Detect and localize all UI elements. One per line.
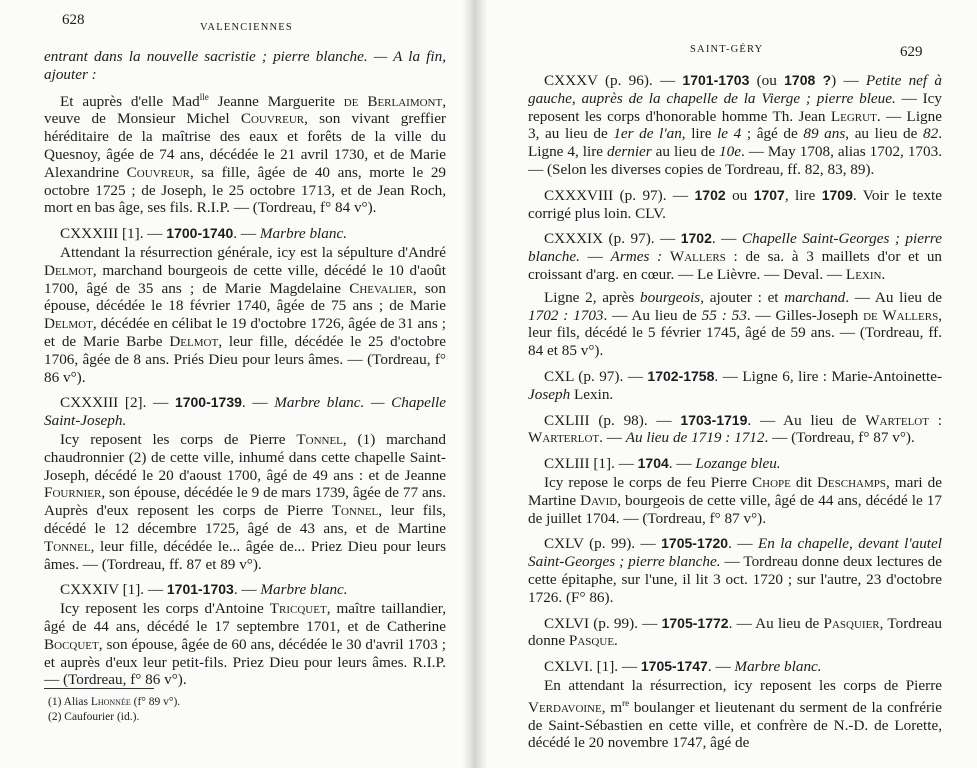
entry-heading-cxxxiii-1: CXXXIII [1]. — 1700-1740. — Marbre blanc. <box>60 225 348 243</box>
entry-cxlv: CXLV (p. 99). — 1705-1720. — En la chapelle, devant l'autel Saint-Georges ; pierre blanche. — Tordreau donne deux lectures de cette épitaphe, sur l'une, il lit 3 oct. 1720 ; sur l'autre, 23 d'octobre 1726. (F° 86). <box>528 535 942 606</box>
entry-heading-cxxxiii-2: CXXXIII [2]. — 1700-1739. — Marbre blanc. — Chapelle Saint-Joseph. <box>44 394 447 430</box>
entry-body-cxxxiii-2: Icy reposent les corps de Pierre Tonnel, (1) marchand chaudronnier (2) de cette ville, inhumé dans cette chapelle Saint-Joseph, décédé le 20 d'aoust 1700, âgé de 49 ans : et de Jeanne Fournier, son épouse, décédée le 9 de mars 1739, âgée de 77 ans. Auprès d'eux reposent les corps de Pierre Tonnel, leur fils, décédé le 12 décembre 1725, âgé de 43 ans, et de Martine Tonnel, leur fille, décédée le... âgée de... Priez Dieu pour leurs âmes. — (Tordreau, ff. 87 et 89 v°). <box>44 431 446 573</box>
entry-body-cxxxiv-1: Icy reposent les corps d'Antoine Tricquet, maître taillandier, âgé de 44 ans, décédé le 17 septembre 1701, et de Catherine Bocquet, son épouse, âgée de 60 ans, décédée le 30 d'avril 1703 ; et auprès d'eux leur petit-fils. Priez Dieu pour leurs âmes. R.I.P. — (Tordreau, f° 86 v°). <box>44 600 446 689</box>
entry-cxxxviii: CXXXVIII (p. 97). — 1702 ou 1707, lire 1709. Voir le texte corrigé plus loin. CLV. <box>528 186 942 222</box>
running-head-left: VALENCIENNES <box>200 22 293 33</box>
entry-body-cxlvi-1: En attendant la résurrection, icy reposent les corps de Pierre Verdavoine, $m^{re}$ boulanger et lieutenant du serment de la confrérie de Saint-Sébastien en cette ville, et confrère de N.-D. de Lorette, décédé le 20 novembre 1747, âgé de <box>528 676 942 752</box>
footnote-rule <box>44 688 154 689</box>
entry-cxxxix-corrections: Ligne 2, après bourgeois, ajouter : et marchand. — Au lieu de 1702 : 1703. — Au lieu de 55 : 53. — Gilles-Joseph de Wallers, leur fils, décédé le 5 février 1745, âgé de 59 ans. — (Tordreau, ff. 84 et 85 v°). <box>528 288 942 360</box>
epitaph-berlaimont: Et auprès d'elle Mad$^{lle}$ Jeanne Marguerite de Berlaimont, veuve de Monsieur Michel Couvreur, son vivant greffier héréditaire de la maîtrise des eaux et forêts de la ville du Quesnoy, âgée de 74 ans, décédée le 21 avril 1730, et de Marie Alexandrine Couvreur, sa fille, âgée de 40 ans, morte le 29 octobre 1725 ; de Joseph, le 25 octobre 1713, et de Jean Roch, mort en bas âge, ses fils. R.I.P. — (Tordreau, f° 84 v°). <box>44 91 447 217</box>
entry-cxxxv: CXXXV (p. 96). — 1701-1703 (ou 1708 ?) — Petite nef à gauche, auprès de la chapelle de la Vierge ; pierre bleue. — Icy reposent les corps d'honorable homme Th. Jean Legrut. — Ligne 3, au lieu de 1er de l'an, lire le 4 ; âgé de 89 ans, au lieu de 82. Ligne 4, lire dernier au lieu de 10e. — May 1708, alias 1702, 1703. — (Selon les diverses copies de Tordreau, ff. 82, 83, 89). <box>528 72 942 178</box>
entry-cxlvi: CXLVI (p. 99). — 1705-1772. — Au lieu de Pasquier, Tordreau donne Pasque. <box>528 614 943 650</box>
entry-body-cxliii-1: Icy repose le corps de feu Pierre Chope dit Deschamps, mari de Martine David, bourgeois de cette ville, âgé de 44 ans, décédé le 17 de juillet 1704. — (Tordreau, f° 87 v°). <box>528 473 942 527</box>
page-number-left: 628 <box>62 12 85 28</box>
entry-body-cxxxiii-1: Attendant la résurrection générale, icy est la sépulture d'André Delmot, marchand bourgeois de cette ville, décédé le 10 d'août 1700, âgé de 35 ans ; de Marie Magdelaine Chevalier, son épouse, décédée le 18 février 1740, âgée de 75 ans ; de Marie Delmot, décédée en célibat le 19 d'octobre 1726, âgée de 31 ans ; et de Marie Barbe Delmot, leur fille, décédée le 25 d'octobre 1706, âgée de 8 ans. Priés Dieu pour leurs âmes. — (Tordreau, f° 86 v°). <box>44 244 447 386</box>
running-head-right: SAINT-GÉRY <box>690 44 764 55</box>
footnote-2: (2) Caufourier (id.). <box>48 711 140 723</box>
footnote-1: (1) Alias Lhonnée (f° 89 v°). <box>48 696 181 708</box>
entry-cxl: CXL (p. 97). — 1702-1758. — Ligne 6, lire : Marie-Antoinette-Joseph Lexin. <box>528 367 942 403</box>
right-text-column <box>528 72 942 757</box>
entry-heading-cxlvi-1: CXLVI. [1]. — 1705-1747. — Marbre blanc. <box>544 658 822 676</box>
entry-cxliii: CXLIII (p. 98). — 1703-1719. — Au lieu de Wartelot : Warterlot. — Au lieu de 1719 : 1712. — (Tordreau, f° 87 v°). <box>528 411 942 447</box>
entry-heading-cxxxiv-1: CXXXIV [1]. — 1701-1703. — Marbre blanc. <box>60 581 348 599</box>
left-text-column <box>44 48 446 694</box>
page-number-right: 629 <box>900 44 923 60</box>
right-page <box>470 0 977 768</box>
book-gutter <box>462 0 488 768</box>
left-page <box>0 0 470 768</box>
continuation-line: entrant dans la nouvelle sacristie ; pierre blanche. — A la fin, ajouter : <box>44 48 446 83</box>
entry-cxxxix: CXXXIX (p. 97). — 1702. — Chapelle Saint-Georges ; pierre blanche. — Armes : Wallers : de sa. à 3 maillets d'or et un croissant d'arg. en cœur. — Le Lièvre. — Deval. — Lexin. <box>528 230 943 283</box>
entry-heading-cxliii-1: CXLIII [1]. — 1704. — Lozange bleu. <box>544 455 781 473</box>
